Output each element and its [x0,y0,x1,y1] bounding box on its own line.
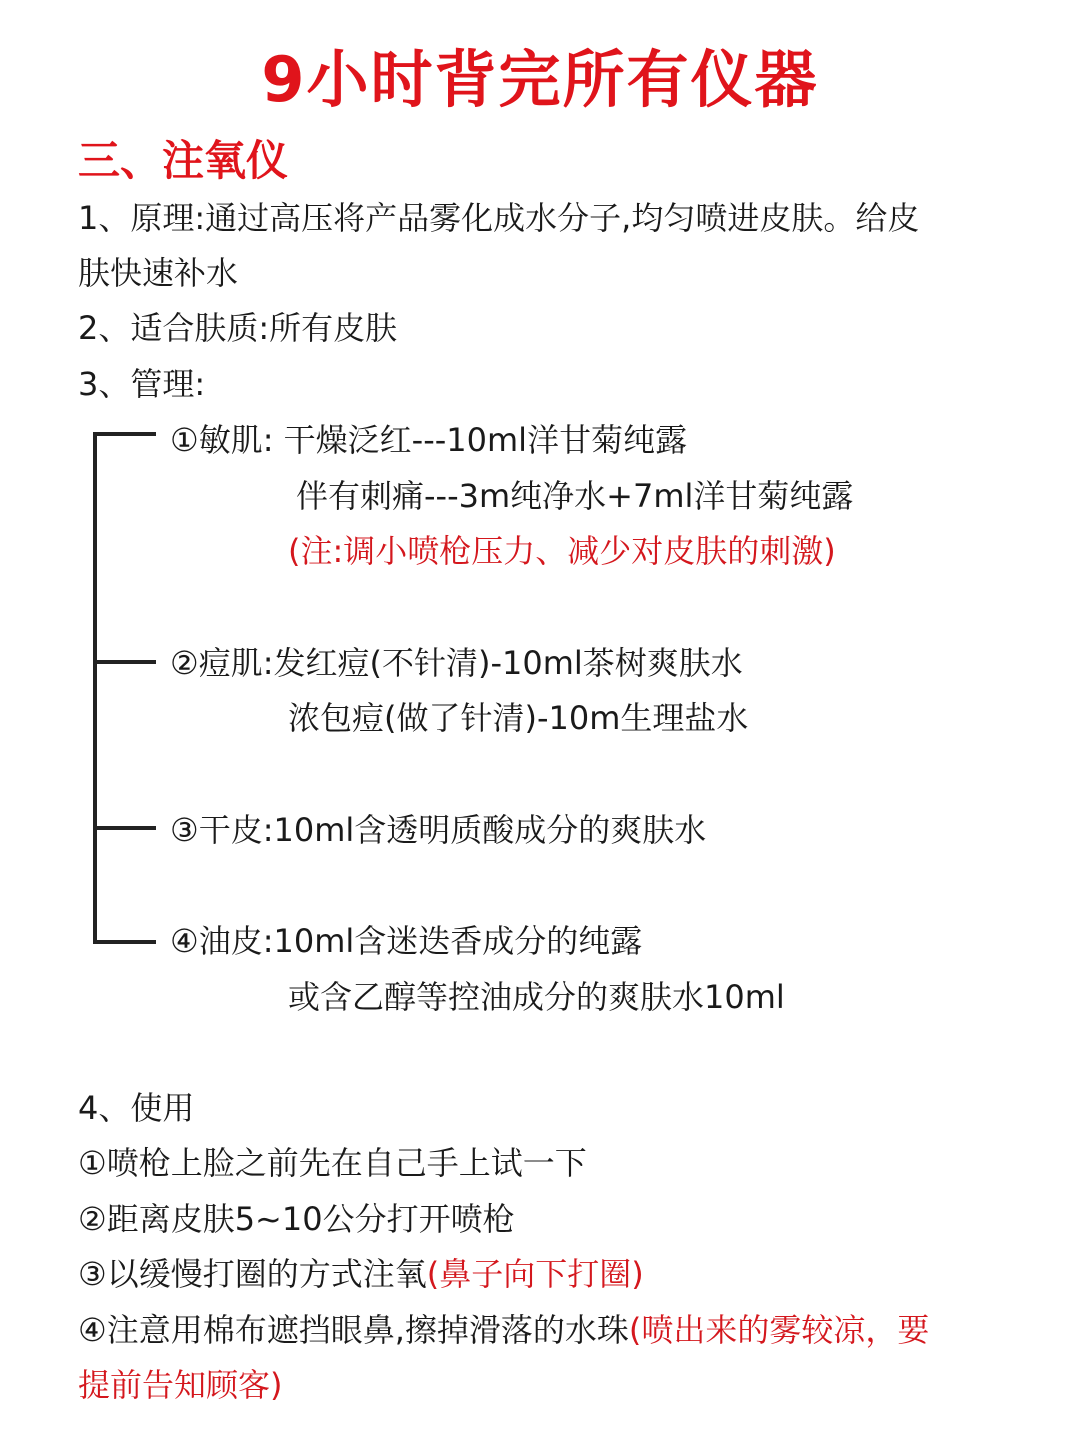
usage-step-2: ②距离皮肤5~10公分打开喷枪 [78,1200,515,1238]
page-title: 9小时背完所有仪器 [261,43,819,116]
bracket-branch-oily [93,940,156,944]
bracket-vertical-line [93,432,97,944]
usage-step-4 [78,1310,929,1350]
sensitive-note: (注:调小喷枪压力、减少对皮肤的刺激) [288,532,836,570]
usage-step-3 [78,1254,644,1294]
dry-line-1: ③干皮:10ml含透明质酸成分的爽肤水 [170,811,707,849]
usage-heading: 4、使用 [78,1089,195,1127]
usage-step-4-note-1: (喷出来的雾较凉，要 [628,1311,930,1349]
management-heading: 3、管理: [78,365,206,403]
skin-type-line: 2、适合肤质:所有皮肤 [78,309,398,347]
usage-step-4-note-2: 提前告知顾客) [78,1366,283,1404]
oily-line-2: 或含乙醇等控油成分的爽肤水10ml [288,978,785,1016]
acne-line-2: 浓包痘(做了针清)-10m生理盐水 [288,699,749,737]
oily-line-1: ④油皮:10ml含迷迭香成分的纯露 [170,922,643,960]
principle-line-2: 肤快速补水 [78,254,239,292]
principle-line-1: 1、原理:通过高压将产品雾化成水分子,均匀喷进皮肤。给皮 [78,199,920,237]
acne-line-1: ②痘肌:发红痘(不针清)-10ml茶树爽肤水 [170,644,743,682]
bracket-branch-acne [93,660,156,664]
section-title: 三、注氧仪 [78,136,289,185]
usage-step-4-text: ④注意用棉布遮挡眼鼻,擦掉滑落的水珠 [78,1311,629,1349]
usage-step-1: ①喷枪上脸之前先在自己手上试一下 [78,1144,587,1182]
sensitive-line-2: 伴有刺痛---3m纯净水+7ml洋甘菊纯露 [296,477,854,515]
usage-step-3-text: ③以缓慢打圈的方式注氧 [78,1255,427,1293]
bracket-branch-sensitive [93,432,156,436]
usage-step-3-note: (鼻子向下打圈) [426,1255,644,1293]
sensitive-line-1: ①敏肌: 干燥泛红---10ml洋甘菊纯露 [170,421,688,459]
bracket-branch-dry [93,826,156,830]
